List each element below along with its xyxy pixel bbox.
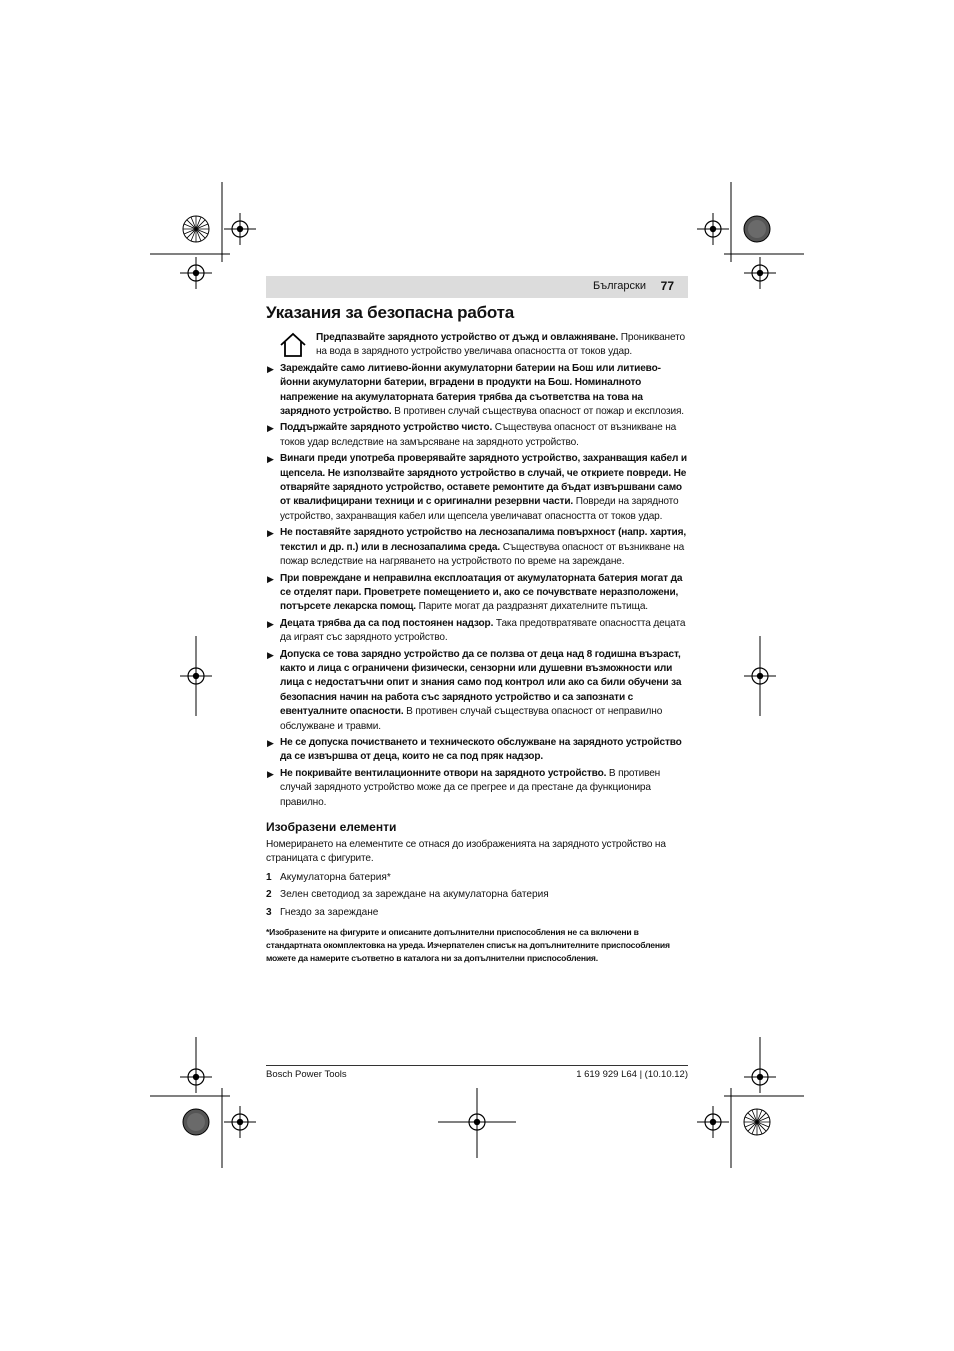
page-number: 77 xyxy=(660,279,674,293)
safety-item xyxy=(266,452,688,524)
footer-divider xyxy=(266,1065,688,1066)
warning-text: Проникването на вода в зарядното устройство увеличава опасността от токов удар. xyxy=(316,332,685,358)
bullet-arrow-icon: ▶ xyxy=(267,618,274,629)
item-text: Съществува опасност от възникване на токов удар вследствие на замърсяване на зарядното устройство. xyxy=(280,422,677,448)
item-text: Така предотвратявате опасността децата да играят със зарядното устройство. xyxy=(280,617,686,644)
element-list-item xyxy=(266,906,688,920)
item-bold: При повреждане и неправилна експлоатация от акумулаторната батерия могат да се отделят пари. Проветрете помещението и, ако се почувствате неразположени, потърсете лекарска помощ. xyxy=(280,572,683,613)
item-bold: Зареждайте само литиево-йонни акумулаторни батерии на Бош или литиево-йонни акумулаторни батерии, вградени в продукти на Бош. Номиналното напрежение на акумулаторната батерия трябва да съответства на това на зарядното устройство. xyxy=(280,362,661,418)
element-label: Гнездо за зареждане xyxy=(280,906,379,918)
bullet-arrow-icon: ▶ xyxy=(267,423,274,434)
safety-item xyxy=(266,648,688,734)
item-text: Повреди на зарядното устройство, захранващия кабел или щепсела увеличават опасността от токов удар. xyxy=(280,496,679,522)
element-label: Зелен светодиод за зареждане на акумулаторна батерия xyxy=(280,889,549,901)
safety-item xyxy=(266,572,688,615)
element-number: 3 xyxy=(266,906,272,918)
safety-item xyxy=(266,362,688,420)
item-text: В противен случай съществува опасност от неправилно обслужване и травми. xyxy=(280,706,663,732)
section-heading: Изобразени елементи xyxy=(266,820,397,834)
bullet-arrow-icon: ▶ xyxy=(267,649,274,660)
item-bold: Не поставяйте зарядното устройство на леснозапалима повърхност (напр. хартия, текстил и др. п.) или в леснозапалима среда. xyxy=(280,527,687,553)
page-title: Указания за безопасна работа xyxy=(266,303,515,322)
bullet-arrow-icon: ▶ xyxy=(267,363,274,374)
safety-item xyxy=(266,526,688,569)
item-bold: Поддържайте зарядното устройство чисто. xyxy=(280,422,493,434)
item-bold: Не покривайте вентилационните отвори на зарядното устройство. xyxy=(280,767,607,779)
warning-bold: Предпазвайте зарядното устройство от дъжд и овлажняване. xyxy=(316,332,619,343)
section-intro: Номерирането на елементите се отнася до изображенията на зарядното устройство на страницата с фигурите. xyxy=(266,839,666,865)
safety-item xyxy=(266,736,688,765)
bullet-arrow-icon: ▶ xyxy=(267,737,274,748)
warning-paragraph xyxy=(266,331,688,360)
item-bold: Допуска се това зарядно устройство да се ползва от деца над 8 годишна възраст, както и лица с ограничени физически, сензорни или душевни възможности или лица с недостатъчни опит и знания само под контрол или ако са били обучени за безопасния начин на работа със зарядното устройство и са запознати с евентуалните опасности. xyxy=(280,648,682,718)
safety-item xyxy=(266,421,688,450)
safety-item xyxy=(266,767,688,810)
header-language: Български xyxy=(593,280,646,292)
page-header xyxy=(266,276,688,298)
element-list-item xyxy=(266,888,688,902)
element-number: 1 xyxy=(266,871,272,883)
item-text: В противен случай съществува опасност от пожар и експлозия. xyxy=(391,406,684,418)
safety-list xyxy=(266,362,688,810)
item-bold: Децата трябва да са под постоянен надзор. xyxy=(280,617,494,629)
bullet-arrow-icon: ▶ xyxy=(267,454,274,465)
item-bold: Винаги преди употреба проверявайте зарядното устройство, захранващия кабел и щепсела. Не използвайте зарядното устройство в случай, че откриете повреди. Не отваряйте зарядното устройство, оставете ремонтите да бъдат извършвани само от квалифицирани техници и с оригинални резервни части. xyxy=(280,453,687,508)
bullet-arrow-icon: ▶ xyxy=(267,573,274,584)
element-number: 2 xyxy=(266,889,272,901)
main-content xyxy=(266,300,688,964)
element-label: Акумулаторна батерия* xyxy=(280,871,391,883)
item-text: В противен случай зарядното устройство може да се прегрее и да престане да функционира правилно. xyxy=(280,767,661,808)
footer-brand: Bosch Power Tools xyxy=(266,1069,347,1080)
bullet-arrow-icon: ▶ xyxy=(267,528,274,539)
bullet-arrow-icon: ▶ xyxy=(267,768,274,779)
item-text: Съществува опасност от възникване на пожар вследствие на нагряването на устройството по време на зареждане. xyxy=(280,541,685,568)
safety-item xyxy=(266,617,688,646)
item-text: Парите могат да раздразнят дихателните пътища. xyxy=(415,601,648,613)
footnote: *Изобразените на фигурите и описаните допълнителни приспособления не са включени в стандартната окомплектовка на уреда. Изчерпателен списък на допълнителните приспособления можете да намерите съответно в каталога ни за допълнителни приспособления. xyxy=(266,927,670,963)
footer-doc-number: 1 619 929 L64 | (10.10.12) xyxy=(576,1069,688,1080)
house-warning-icon xyxy=(279,332,307,358)
element-list-item xyxy=(266,871,688,885)
item-bold: Не се допуска почистването и техническото обслужване на зарядното устройство да се извършва от деца, които не са под пряк надзор. xyxy=(280,736,682,763)
